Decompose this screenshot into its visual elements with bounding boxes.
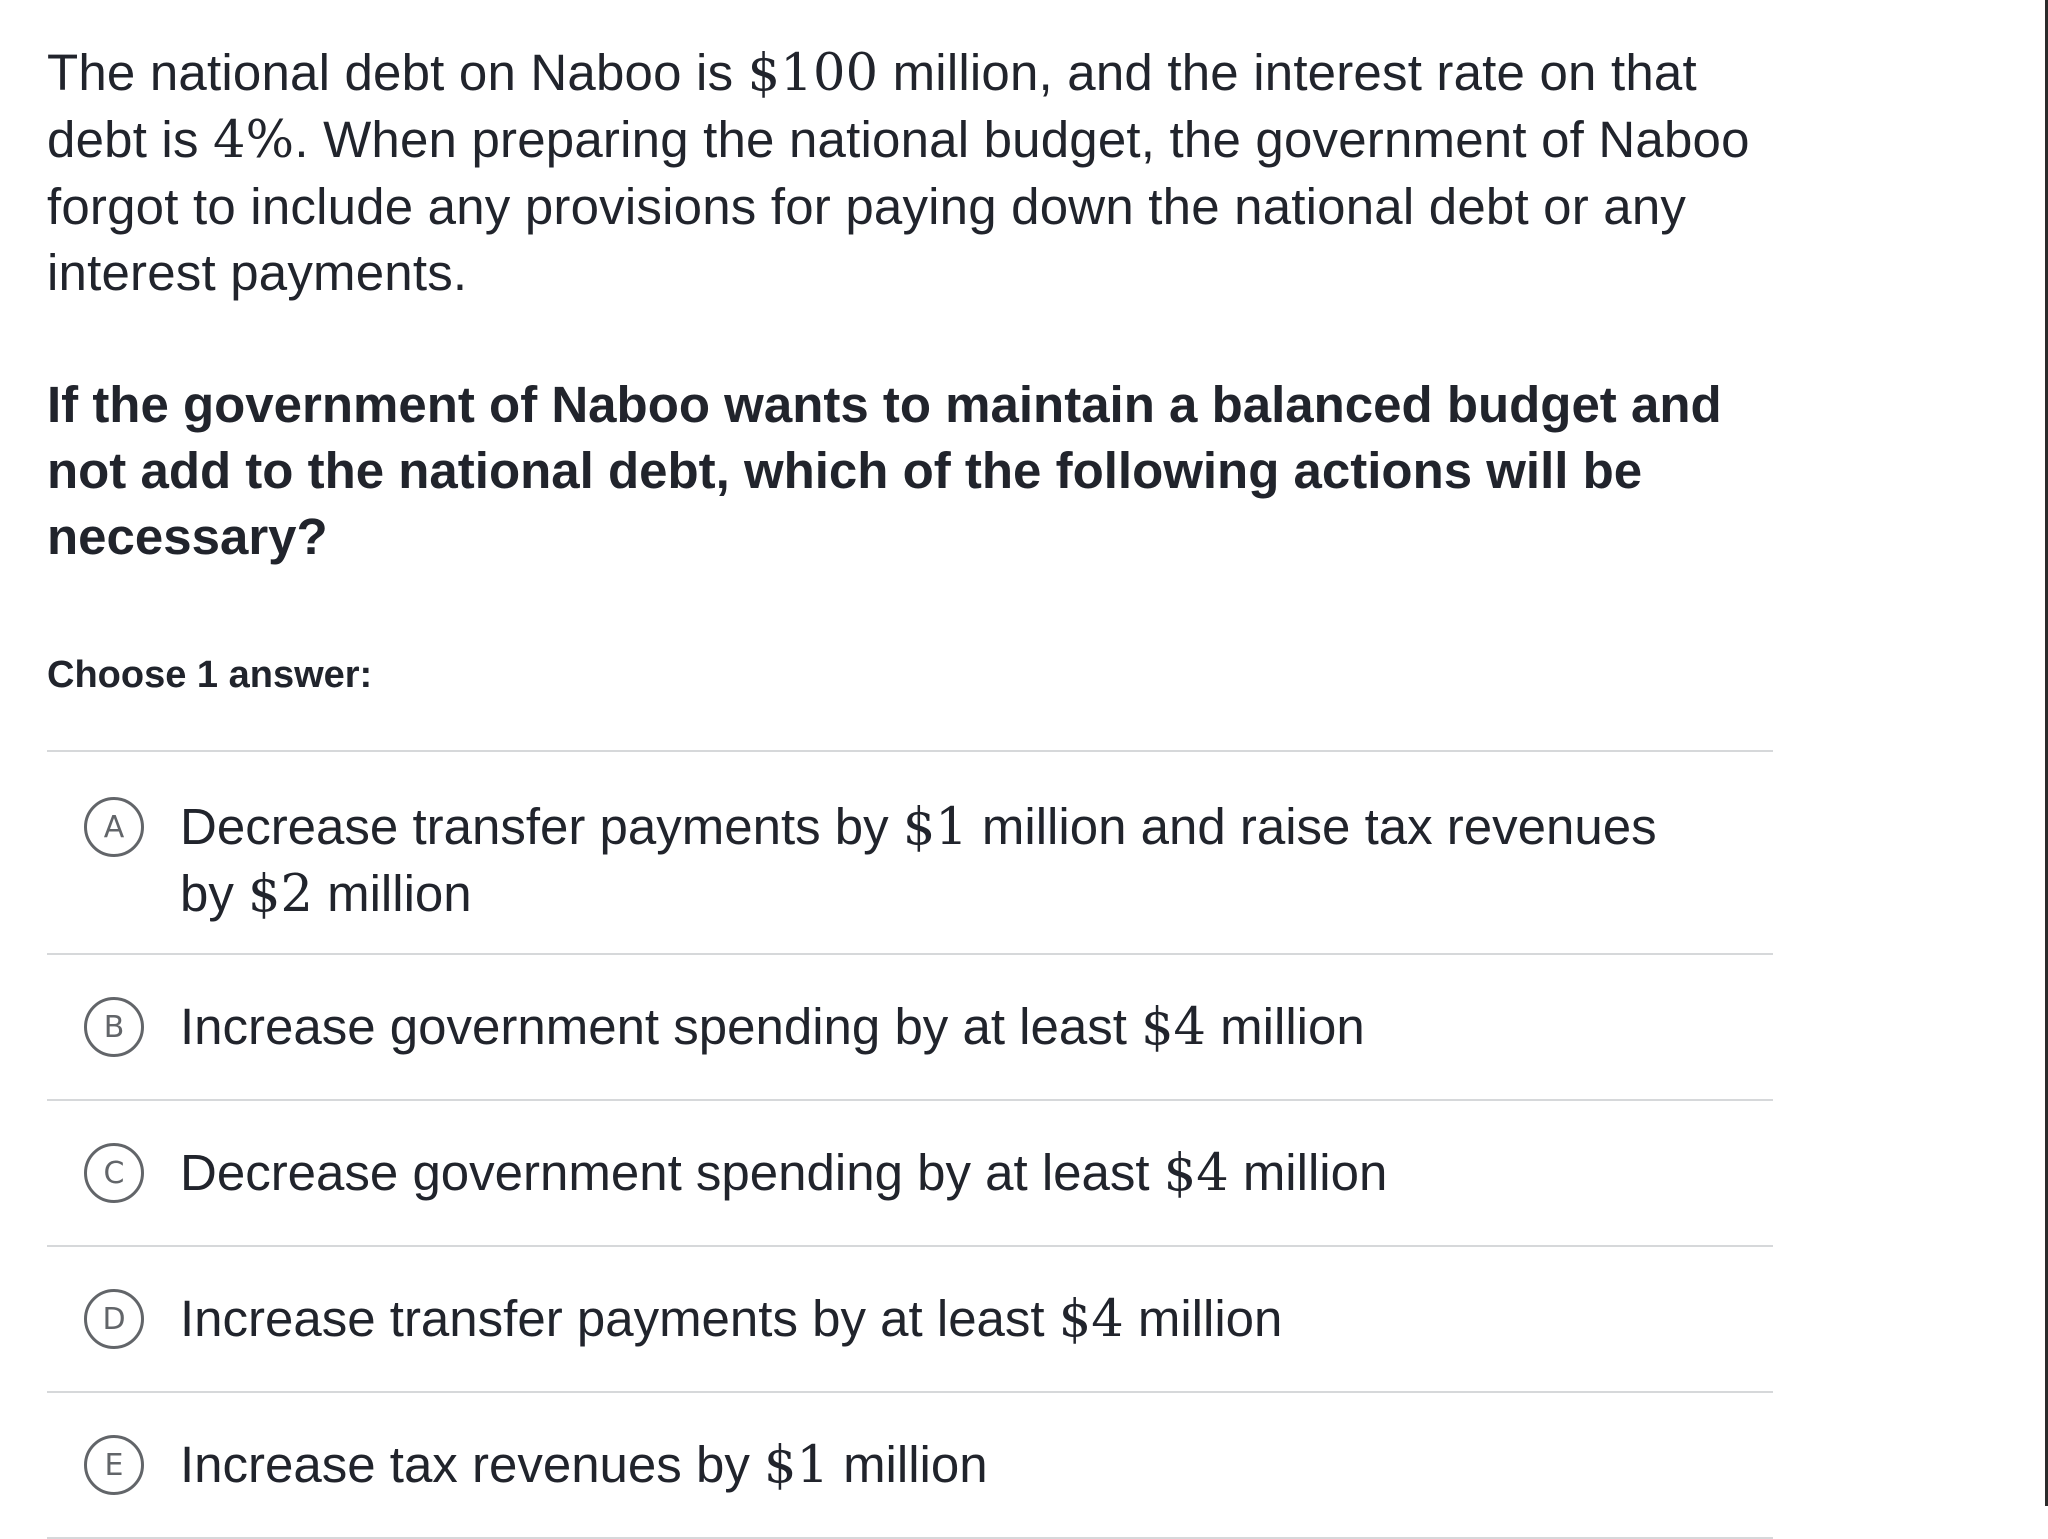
answer-choices bbox=[47, 750, 1773, 1539]
stimulus-text: . When preparing the national budget, the government of Naboo forgot to include any provisions for paying down the national debt or any interest payments. bbox=[47, 111, 1750, 301]
choice-a[interactable] bbox=[47, 752, 1773, 955]
debt-amount: $100 bbox=[747, 44, 879, 103]
choice-d-text: Increase transfer payments by at least $4 million bbox=[180, 1289, 1283, 1349]
choice-e[interactable] bbox=[47, 1393, 1773, 1539]
choose-label: Choose 1 answer: bbox=[47, 654, 373, 696]
choice-c[interactable] bbox=[47, 1101, 1773, 1247]
question-stimulus bbox=[47, 40, 1777, 306]
radio-b-icon[interactable]: B bbox=[84, 997, 144, 1057]
choice-b[interactable] bbox=[47, 955, 1773, 1101]
choice-d[interactable] bbox=[47, 1247, 1773, 1393]
choice-e-text: Increase tax revenues by $1 million bbox=[180, 1435, 988, 1495]
radio-d-icon[interactable]: D bbox=[84, 1289, 144, 1349]
radio-c-icon[interactable]: C bbox=[84, 1143, 144, 1203]
stimulus-text: million, and the interest rate on that debt is bbox=[47, 44, 1697, 168]
radio-a-icon[interactable]: A bbox=[84, 797, 144, 857]
interest-rate: 4% bbox=[213, 111, 295, 170]
choice-a-text: Decrease transfer payments by $1 million and raise tax revenues by $2 million bbox=[180, 798, 1657, 924]
choice-b-text: Increase government spending by at least $4 million bbox=[180, 997, 1365, 1057]
question-prompt: If the government of Naboo wants to maintain a balanced budget and not add to the national debt, which of the following actions will be necessary? bbox=[47, 376, 1722, 565]
question-panel bbox=[47, 40, 1777, 1539]
choice-c-text: Decrease government spending by at least $4 million bbox=[180, 1143, 1388, 1203]
stimulus-text: The national debt on Naboo is bbox=[47, 44, 748, 101]
radio-e-icon[interactable]: E bbox=[84, 1435, 144, 1495]
